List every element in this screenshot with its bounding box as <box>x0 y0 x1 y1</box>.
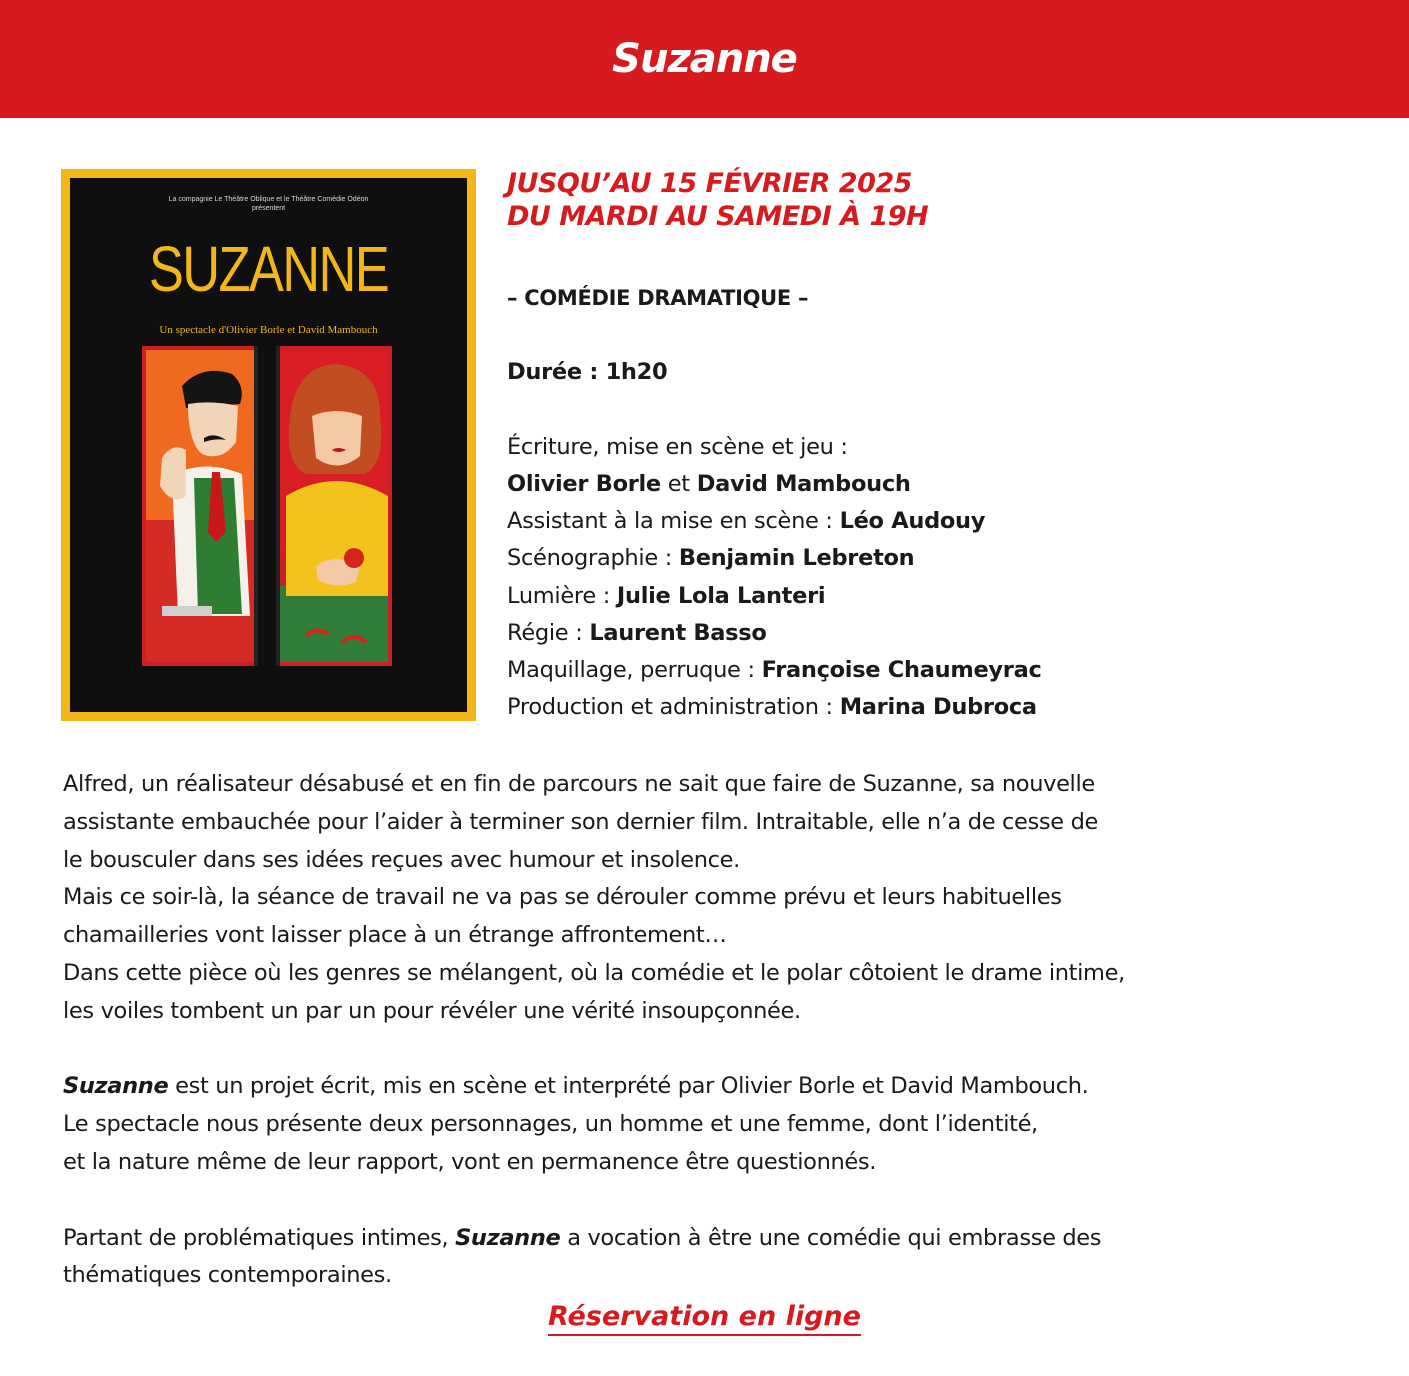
credit-makeup: Maquillage, perruque : Françoise Chaumeyrac <box>507 656 1042 683</box>
show-duration: Durée : 1h20 <box>507 359 668 386</box>
writer-1: Olivier Borle <box>507 470 661 497</box>
show-info <box>507 280 1042 726</box>
page-header <box>0 0 1409 118</box>
credit-stage-management: Régie : Laurent Basso <box>507 619 767 646</box>
poster-credit-line-2: présentent <box>251 205 286 212</box>
writers: Olivier Borle et David Mambouch <box>507 470 911 497</box>
synopsis-line: Mais ce soir-là, la séance de travail ne va pas se dérouler comme prévu et leurs habituelles <box>63 884 1062 911</box>
writing-label: Écriture, mise en scène et jeu : <box>507 433 848 460</box>
synopsis-line: Dans cette pièce où les genres se mélangent, où la comédie et le polar côtoient le drame intime, <box>63 959 1125 986</box>
project-line-3: et la nature même de leur rapport, vont en permanence être questionnés. <box>63 1148 877 1175</box>
page-title: Suzanne <box>612 36 797 82</box>
poster-panel-man <box>142 346 258 666</box>
credit-scenography: Scénographie : Benjamin Lebreton <box>507 545 915 572</box>
synopsis <box>63 766 1353 1295</box>
synopsis-line: le bousculer dans ses idées reçues avec humour et insolence. <box>63 846 740 873</box>
project-line-2: Le spectacle nous présente deux personnages, un homme et une femme, dont l’identité, <box>63 1111 1038 1138</box>
project-line-1: Suzanne est un projet écrit, mis en scène et interprété par Olivier Borle et David Mambouch. <box>63 1073 1089 1100</box>
dates-until: JUSQU’AU 15 FÉVRIER 2025 <box>507 168 912 199</box>
poster-panel-woman <box>276 346 392 666</box>
reservation-link[interactable]: Réservation en ligne <box>548 1301 861 1336</box>
poster-illustration <box>142 346 392 706</box>
reservation-container <box>0 1301 1409 1332</box>
synopsis-line: les voiles tombent un par un pour révéler une vérité insoupçonnée. <box>63 997 801 1024</box>
poster-title: SUZANNE <box>148 233 389 305</box>
synopsis-line: chamailleries vont laisser place à un étrange affrontement… <box>63 922 727 949</box>
credit-lighting: Lumière : Julie Lola Lanteri <box>507 582 826 609</box>
credit-production: Production et administration : Marina Dubroca <box>507 694 1037 721</box>
show-poster <box>61 169 476 721</box>
show-genre: – COMÉDIE DRAMATIQUE – <box>507 286 809 310</box>
synopsis-line: Alfred, un réalisateur désabusé et en fin de parcours ne sait que faire de Suzanne, sa nouvelle <box>63 771 1095 797</box>
show-dates <box>507 167 928 233</box>
credit-assistant: Assistant à la mise en scène : Léo Audouy <box>507 508 986 535</box>
poster-inner <box>70 178 467 712</box>
vocation-line-2: thématiques contemporaines. <box>63 1262 392 1289</box>
writer-2: David Mambouch <box>696 470 911 497</box>
synopsis-line: assistante embauchée pour l’aider à terminer son dernier film. Intraitable, elle n’a de cesse de <box>63 808 1098 835</box>
poster-credit-line-1: La compagnie Le Théâtre Oblique et le Théâtre Comédie Odéon <box>168 196 369 203</box>
dates-schedule: DU MARDI AU SAMEDI À 19H <box>507 201 929 232</box>
poster-credit <box>70 195 467 213</box>
poster-subtitle: Un spectacle d'Olivier Borle et David Mambouch <box>159 324 378 336</box>
vocation-line-1: Partant de problématiques intimes, Suzanne a vocation à être une comédie qui embrasse des <box>63 1224 1102 1251</box>
